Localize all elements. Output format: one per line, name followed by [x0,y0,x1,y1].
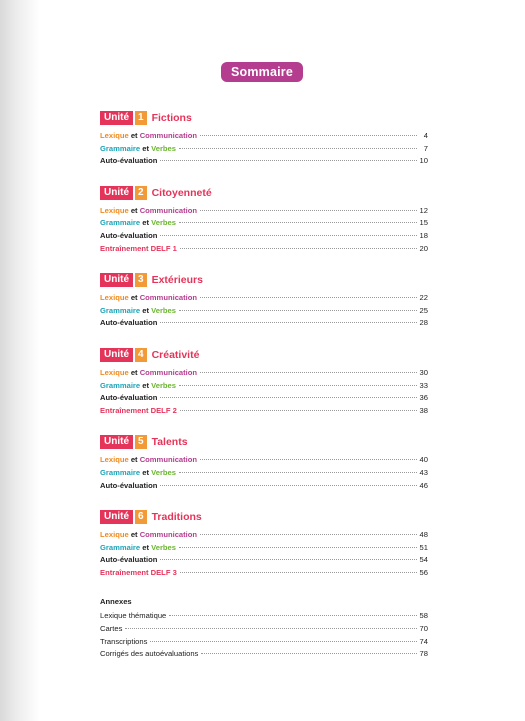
toc-entry-label-part: Auto-évaluation [100,318,158,328]
unit-number: 1 [135,111,147,125]
dot-leader [125,628,416,629]
unit-heading [100,435,428,449]
unit-heading [100,348,428,362]
toc-entry[interactable] [100,144,428,157]
toc-entry[interactable] [100,481,428,494]
toc-entry-label-part: et [140,380,152,390]
annex-entry-label: Lexique thématique [100,611,167,621]
toc-entry[interactable] [100,468,428,481]
toc-entry-label-part: Auto-évaluation [100,393,158,403]
toc-page-number: 20 [419,243,428,253]
annex-entry[interactable] [100,611,428,624]
toc-entry-label-part: Grammaire [100,467,141,477]
toc-entry-label-part: et [128,455,140,465]
dot-leader [200,372,416,373]
toc-entry-label [100,381,176,390]
toc-entry-label-part: Communication [139,455,198,465]
toc-entry[interactable] [100,218,428,231]
toc-entry-label-part: Verbes [151,380,177,390]
dot-leader [179,148,417,149]
toc-entry-label [100,468,176,477]
toc-entry-label [100,368,197,377]
toc-entry[interactable] [100,368,428,381]
dot-leader [169,615,416,616]
annex-entry-label: Corrigés des autoévaluations [100,649,199,659]
unit-title: Créativité [151,348,200,361]
toc-entry[interactable] [100,131,428,144]
dot-leader [200,135,417,136]
toc-page-number: 18 [419,230,428,240]
toc-entry-label-part: Lexique [100,530,129,540]
toc-entry-label-part: Verbes [151,542,177,552]
annex-entry-label: Transcriptions [100,636,148,646]
toc-page-number: 48 [419,530,428,540]
unit-section-6 [100,510,428,580]
toc-entry-label-part: Communication [139,530,198,540]
dot-leader [200,210,416,211]
toc-page-number: 15 [419,218,428,228]
toc-entry[interactable] [100,318,428,331]
dot-leader [200,297,416,298]
toc-entry[interactable] [100,381,428,394]
dot-leader [160,485,416,486]
unit-title: Traditions [151,511,202,524]
annex-page-number: 74 [419,636,428,646]
toc-page-number: 38 [419,405,428,415]
unit-heading [100,510,428,524]
toc-page-number: 46 [419,480,428,490]
dot-leader [160,397,416,398]
table-of-contents [100,111,428,662]
toc-entry-label-part: Auto-évaluation [100,230,158,240]
toc-entry-label-part: et [128,205,140,215]
toc-entry-label-part: Grammaire [100,542,141,552]
toc-entry-label [100,318,157,327]
toc-entry-label-part: Grammaire [100,305,141,315]
toc-entry-label [100,206,197,215]
unit-badge: Unité [100,186,133,200]
toc-page-number: 56 [419,567,428,577]
annex-entry-label: Cartes [100,624,123,634]
dot-leader [201,653,416,654]
toc-entry-label-part: Auto-évaluation [100,480,158,490]
toc-entry-label [100,231,157,240]
toc-entry[interactable] [100,306,428,319]
dot-leader [179,310,417,311]
annex-page-number: 78 [419,649,428,659]
toc-entry-label [100,455,197,464]
toc-entry-label [100,555,157,564]
dot-leader [179,385,417,386]
toc-entry[interactable] [100,568,428,581]
unit-badge: Unité [100,435,133,449]
toc-entry[interactable] [100,293,428,306]
unit-badge: Unité [100,348,133,362]
toc-entry-label [100,406,177,415]
dot-leader [160,322,416,323]
toc-entry-label-part: et [140,143,152,153]
toc-entry[interactable] [100,530,428,543]
unit-section-1 [100,111,428,169]
toc-entry-label-part: et [128,293,140,303]
toc-entry-label-part: Entraînement DELF 2 [100,405,177,415]
unit-section-4 [100,348,428,418]
toc-entry-label-part: Grammaire [100,143,141,153]
toc-entry-label-part: Lexique [100,367,129,377]
unit-title: Citoyenneté [151,186,212,199]
toc-page-number: 4 [423,131,428,140]
toc-entry-label-part: et [140,542,152,552]
unit-section-5 [100,435,428,493]
dot-leader [180,248,417,249]
unit-title: Extérieurs [151,274,203,287]
annex-page-number: 70 [419,624,428,634]
toc-page-number: 43 [419,467,428,477]
toc-entry-label-part: Auto-évaluation [100,156,158,166]
dot-leader [200,534,416,535]
dot-leader [160,160,416,161]
unit-heading [100,273,428,287]
unit-heading [100,111,428,125]
toc-entry-label-part: et [128,530,140,540]
toc-entry[interactable] [100,543,428,556]
toc-entry-label [100,244,177,253]
toc-entry-label-part: Communication [139,293,198,303]
unit-number: 5 [135,435,147,449]
unit-badge: Unité [100,273,133,287]
toc-entry-label [100,156,157,165]
dot-leader [179,547,417,548]
toc-entry-label [100,530,197,539]
dot-leader [150,641,416,642]
dot-leader [179,222,417,223]
toc-entry-label [100,568,177,577]
toc-entry-label-part: Verbes [151,305,177,315]
annexes-section [100,597,428,661]
toc-entry[interactable] [100,231,428,244]
toc-page-number: 30 [419,367,428,377]
toc-page-number: 10 [419,156,428,166]
toc-entry[interactable] [100,206,428,219]
toc-entry[interactable] [100,156,428,169]
toc-entry-label-part: Lexique [100,205,129,215]
toc-entry-label [100,144,176,153]
toc-entry[interactable] [100,244,428,257]
toc-page-number: 51 [419,542,428,552]
toc-page-number: 33 [419,380,428,390]
annexes-title: Annexes [100,597,132,607]
toc-entry-label-part: et [140,305,152,315]
toc-entry-label-part: et [140,218,152,228]
page-title: Sommaire [221,62,303,82]
unit-section-3 [100,273,428,331]
toc-entry-label-part: Communication [139,131,198,140]
annex-page-number: 58 [419,611,428,621]
toc-entry-label [100,218,176,227]
toc-page-number: 54 [419,555,428,565]
toc-entry-label [100,481,157,490]
unit-heading [100,186,428,200]
toc-entry-label-part: Lexique [100,293,129,303]
toc-entry-label-part: Lexique [100,455,129,465]
toc-entry-label-part: Communication [139,367,198,377]
toc-entry-label-part: et [140,467,152,477]
dot-leader [179,472,417,473]
toc-entry-label-part: Verbes [151,143,177,153]
toc-entry[interactable] [100,555,428,568]
toc-entry-label-part: Grammaire [100,218,141,228]
toc-entry-label-part: Entraînement DELF 3 [100,567,177,577]
toc-entry[interactable] [100,393,428,406]
unit-title: Fictions [151,112,192,124]
unit-badge: Unité [100,111,133,125]
unit-section-2 [100,186,428,256]
unit-number: 4 [135,348,147,362]
toc-entry-label-part: Communication [139,205,198,215]
dot-leader [160,235,416,236]
toc-entry[interactable] [100,455,428,468]
toc-page-number: 36 [419,393,428,403]
toc-page-number: 12 [419,205,428,215]
dot-leader [160,559,416,560]
annex-entry[interactable] [100,649,428,662]
dot-leader [200,459,416,460]
toc-page-number: 28 [419,318,428,328]
toc-entry-label-part: Lexique [100,131,129,140]
toc-page-number: 25 [419,305,428,315]
toc-entry-label-part: Verbes [151,218,177,228]
toc-entry-label-part: Auto-évaluation [100,555,158,565]
toc-page-number: 40 [419,455,428,465]
unit-badge: Unité [100,510,133,524]
toc-page-number: 7 [423,143,428,153]
toc-entry-label [100,393,157,402]
toc-entry-label-part: Grammaire [100,380,141,390]
dot-leader [180,572,417,573]
unit-number: 2 [135,186,147,200]
toc-entry-label-part: et [128,131,140,140]
unit-title: Talents [151,436,188,449]
toc-entry-label [100,131,197,140]
toc-entry[interactable] [100,406,428,419]
dot-leader [180,410,417,411]
toc-entry-label-part: et [128,367,140,377]
toc-entry-label-part: Verbes [151,467,177,477]
unit-number: 3 [135,273,147,287]
toc-entry-label [100,543,176,552]
toc-entry-label [100,293,197,302]
unit-number: 6 [135,510,147,524]
toc-entry-label-part: Entraînement DELF 1 [100,243,177,253]
toc-entry-label [100,306,176,315]
toc-page-number: 22 [419,293,428,303]
annex-entry[interactable] [100,624,428,637]
annex-entry[interactable] [100,637,428,650]
